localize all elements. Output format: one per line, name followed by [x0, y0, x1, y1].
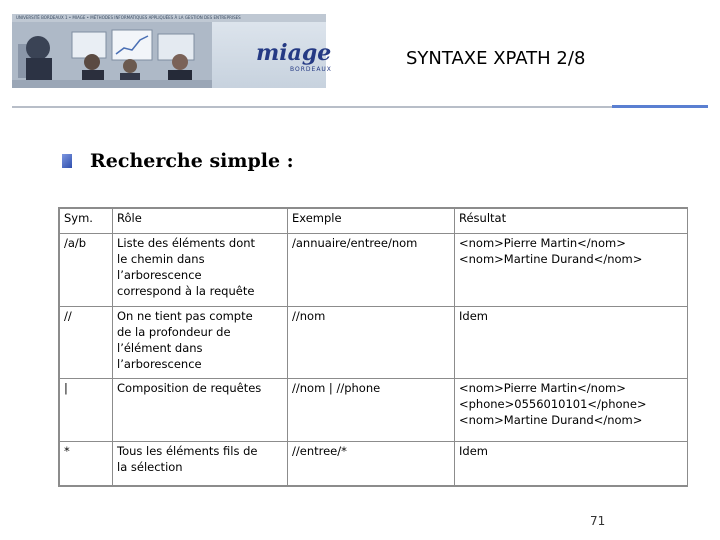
table-cell: //nom — [288, 307, 455, 379]
syntax-table — [59, 208, 688, 486]
table-row — [60, 234, 688, 307]
table-cell: Composition de requêtes — [113, 379, 288, 442]
table-cell: * — [60, 442, 113, 486]
header-banner — [12, 14, 332, 88]
header-accent-divider — [612, 105, 708, 108]
slide-title: SYNTAXE XPATH 2/8 — [406, 48, 586, 69]
header-cell-result: Résultat — [455, 209, 688, 234]
header-cell-role: Rôle — [113, 209, 288, 234]
table-row — [60, 379, 688, 442]
header-cell-symbol: Sym. — [60, 209, 113, 234]
banner-strip — [12, 14, 326, 22]
table-cell: Idem — [455, 442, 688, 486]
header-divider — [12, 106, 612, 108]
table-cell: //nom | //phone — [288, 379, 455, 442]
header-cell-example: Exemple — [288, 209, 455, 234]
banner-photo — [12, 22, 212, 88]
table-cell: Idem — [455, 307, 688, 379]
table-header-row — [60, 209, 688, 234]
table-cell: // — [60, 307, 113, 379]
table-cell: <nom>Pierre Martin</nom> <nom>Martine Durand</nom> — [455, 234, 688, 307]
miage-logo: miage — [256, 40, 332, 66]
xpath-syntax-table — [58, 207, 688, 487]
miage-logo-subtext: BORDEAUX — [290, 66, 332, 73]
table-cell: /annuaire/entree/nom — [288, 234, 455, 307]
table-cell: Liste des éléments dont le chemin dans l’arborescence correspond à la requête — [113, 234, 288, 307]
square-bullet-icon — [62, 154, 72, 168]
table-cell: //entree/* — [288, 442, 455, 486]
banner-strip-text: UNIVERSITÉ BORDEAUX 1 • MIAGE • MÉTHODES INFORMATIQUES APPLIQUÉES À LA GESTION DES ENTREPRISES — [16, 15, 241, 20]
table-row — [60, 442, 688, 486]
page-number: 71 — [590, 514, 606, 528]
table-cell: <nom>Pierre Martin</nom> <phone>0556010101</phone> <nom>Martine Durand</nom> — [455, 379, 688, 442]
table-row — [60, 307, 688, 379]
table-cell: | — [60, 379, 113, 442]
section-heading: Recherche simple : — [90, 150, 294, 172]
table-cell: /a/b — [60, 234, 113, 307]
table-cell: Tous les éléments fils de la sélection — [113, 442, 288, 486]
table-cell: On ne tient pas compte de la profondeur de l’élément dans l’arborescence — [113, 307, 288, 379]
